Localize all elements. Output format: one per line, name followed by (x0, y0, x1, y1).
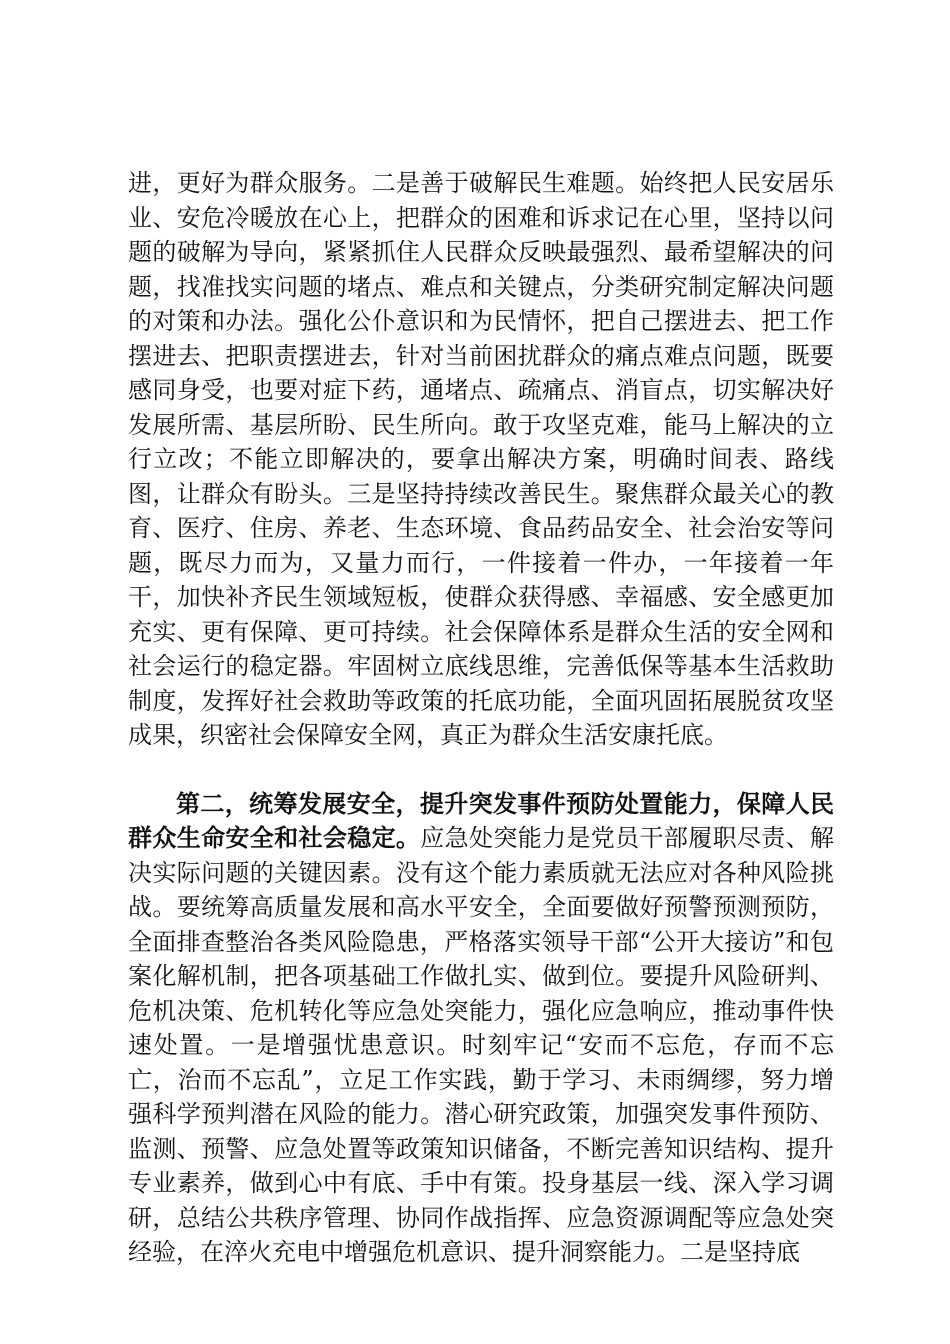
body-paragraph-1: 进，更好为群众服务。二是善于破解民生难题。始终把人民安居乐业、安危冷暖放在心上，把群众的困难和诉求记在心里，坚持以问题的破解为导向，紧紧抓住人民群众反映最强烈、最希望解决的问题，找准找实问题的堵点、难点和关键点，分类研究制定解决问题的对策和办法。强化公仆意识和为民情怀，把自己摆进去、把工作摆进去、把职责摆进去，针对当前困扰群众的痛点难点问题，既要感同身受，也要对症下药，通堵点、疏痛点、消盲点，切实解决好发展所需、基层所盼、民生所向。敢于攻坚克难，能马上解决的立行立改；不能立即解决的，要拿出解决方案，明确时间表、路线图，让群众有盼头。三是坚持持续改善民生。聚焦群众最关心的教育、医疗、住房、养老、生态环境、食品药品安全、社会治安等问题，既尽力而为，又量力而行，一件接着一件办，一年接着一年干，加快补齐民生领域短板，使群众获得感、幸福感、安全感更加充实、更有保障、更可持续。社会保障体系是群众生活的安全网和社会运行的稳定器。牢固树立底线思维，完善低保等基本生活救助制度，发挥好社会救助等政策的托底功能，全面巩固拓展脱贫攻坚成果，织密社会保障安全网，真正为群众生活安康托底。 (128, 169, 834, 749)
document-page (128, 166, 834, 1270)
section-body: 应急处突能力是党员干部履职尽责、解决实际问题的关键因素。没有这个能力素质就无法应对各种风险挑战。要统筹高质量发展和高水平安全，全面要做好预警预测预防，全面排查整治各类风险隐患，严格落实领导干部“公开大接访”和包案化解机制，把各项基础工作做扎实、做到位。要提升风险研判、危机决策、危机转化等应急处突能力，强化应急响应，推动事件快速处置。一是增强忧患意识。时刻牢记“安而不忘危，存而不忘亡，治而不忘乱”，立足工作实践，勤于学习、未雨绸缪，努力增强科学预判潜在风险的能力。潜心研究政策，加强突发事件预防、监测、预警、应急处置等政策知识储备，不断完善知识结构、提升专业素养，做到心中有底、手中有策。投身基层一线、深入学习调研，总结公共秩序管理、协同作战指挥、应急资源调配等应急处突经验，在淬火充电中增强危机意识、提升洞察能力。二是坚持底 (128, 824, 835, 1266)
body-paragraph-2 (128, 787, 834, 1270)
section-heading: 第二，统筹发展安全，提升突发事件预防处置能力，保障人民群众生命安全和社会稳定。 (128, 788, 834, 852)
